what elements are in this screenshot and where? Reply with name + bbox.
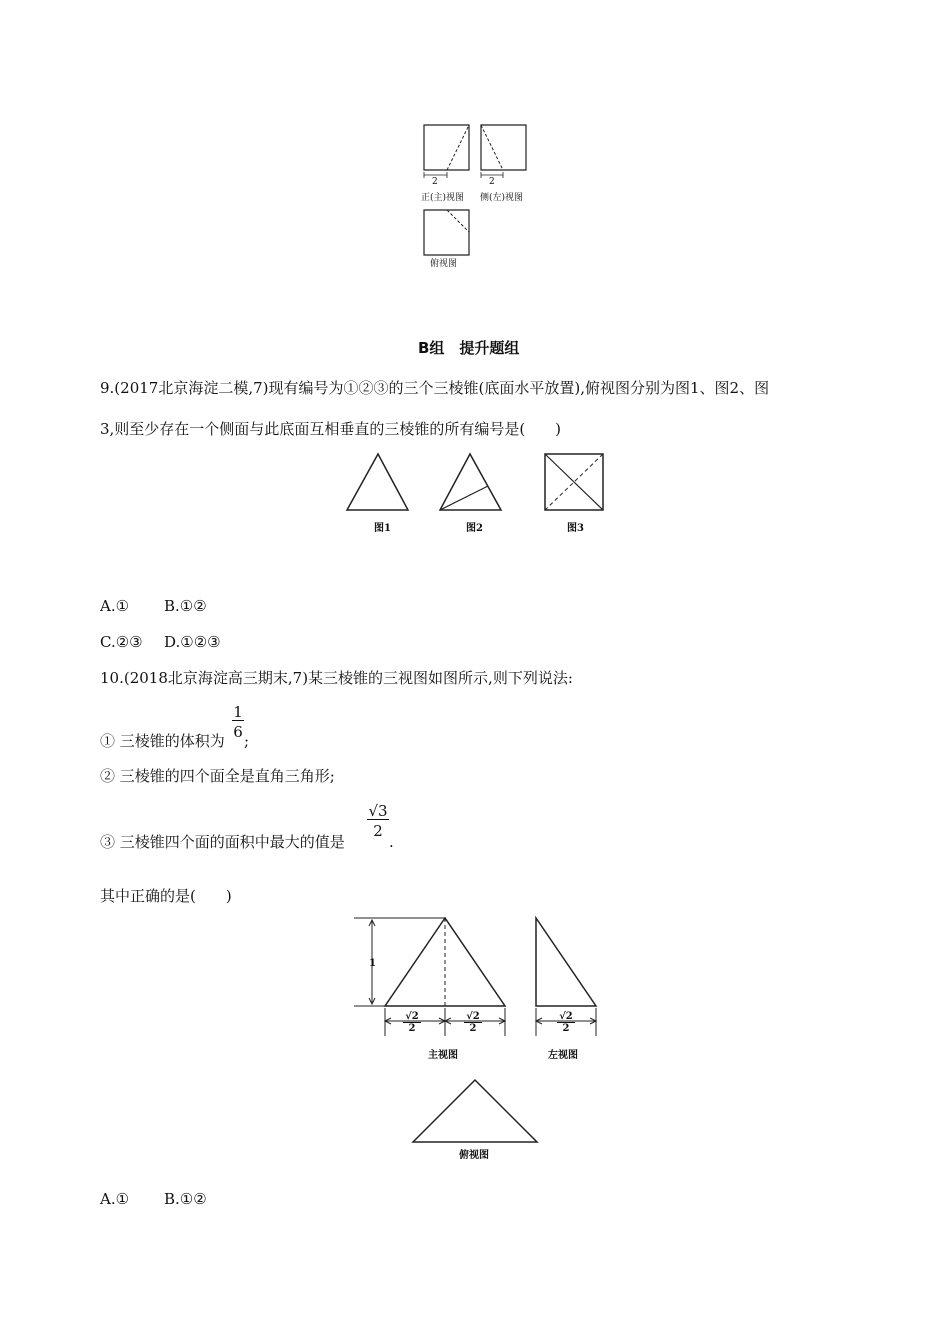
main-view-label: 主视图 [428,1050,458,1061]
left-view-triangle [536,918,596,1006]
q9-line2: 3,则至少存在一个侧面与此底面互相垂直的三棱锥的所有编号是( ) [100,420,562,438]
fraction-denominator: 6 [233,723,243,741]
section-title: B组 提升题组 [418,339,520,357]
fraction-denominator: 2 [408,1023,416,1034]
top-view-label-q10: 俯视图 [459,1150,489,1161]
q10-statement3-end: . [389,833,394,851]
side-view-label: 侧(左)视图 [480,193,524,203]
q10-statement2: ② 三棱锥的四个面全是直角三角形; [100,767,335,785]
q10-option-a: A.① [100,1190,130,1208]
main-view-left-dim [403,1011,421,1034]
fraction-denominator: 2 [469,1023,477,1034]
q9-option-a: A.① [100,597,130,615]
q9-line1: 9.(2017北京海淀二模,7)现有编号为①②③的三个三棱锥(底面水平放置),俯视图分别为图1、图2、图 [100,379,770,397]
left-view-label: 左视图 [548,1050,578,1061]
fig2-triangle [440,454,501,510]
q10-statement1-end: ; [244,732,250,750]
fraction-numerator: √3 [368,802,388,820]
fig1-label: 图1 [374,523,391,534]
q9-option-b: B.①② [164,597,207,615]
fig3-label: 图3 [567,523,584,534]
fig1-triangle [347,454,408,510]
front-view-square [424,125,469,170]
front-view-dim: 2 [432,177,438,187]
fig3-diagonal-solid [545,454,603,510]
top-view-square [424,210,469,255]
q10-stem: 10.(2018北京海淀高三期末,7)某三棱锥的三视图如图所示,则下列说法: [100,669,573,687]
top-view-label: 俯视图 [430,259,458,269]
fraction-numerator: √2 [559,1011,573,1022]
q10-option-b: B.①② [164,1190,207,1208]
fraction-numerator: 1 [233,703,243,721]
top-view-triangle [413,1080,537,1142]
front-view-label: 正(主)视图 [421,193,465,203]
fraction-numerator: √2 [466,1011,480,1022]
q10-statement3: ③ 三棱锥四个面的面积中最大的值是 [100,833,345,851]
q10-question: 其中正确的是( ) [100,887,232,905]
fig2-label: 图2 [466,523,483,534]
q10-statement3-fraction [367,803,389,839]
fraction-denominator: 2 [373,822,383,840]
side-view-hidden-edge [481,125,503,170]
q10-three-view-figure [350,912,610,1162]
front-view-hidden-edge [447,125,469,170]
q10-statement1: ① 三棱锥的体积为 [100,732,225,750]
q9-option-c: C.②③ [100,633,143,651]
fraction-denominator: 2 [562,1023,570,1034]
q9-option-d: D.①②③ [164,633,221,651]
q9-figures [340,448,610,518]
height-label: 1 [369,958,376,969]
main-view-right-dim [464,1011,482,1034]
side-view-dim: 2 [489,177,495,187]
left-view-dim [557,1011,575,1034]
fraction-numerator: √2 [405,1011,419,1022]
q10-statement1-fraction [232,704,244,740]
top-view-hidden-edge [447,210,469,232]
side-view-square [481,125,526,170]
